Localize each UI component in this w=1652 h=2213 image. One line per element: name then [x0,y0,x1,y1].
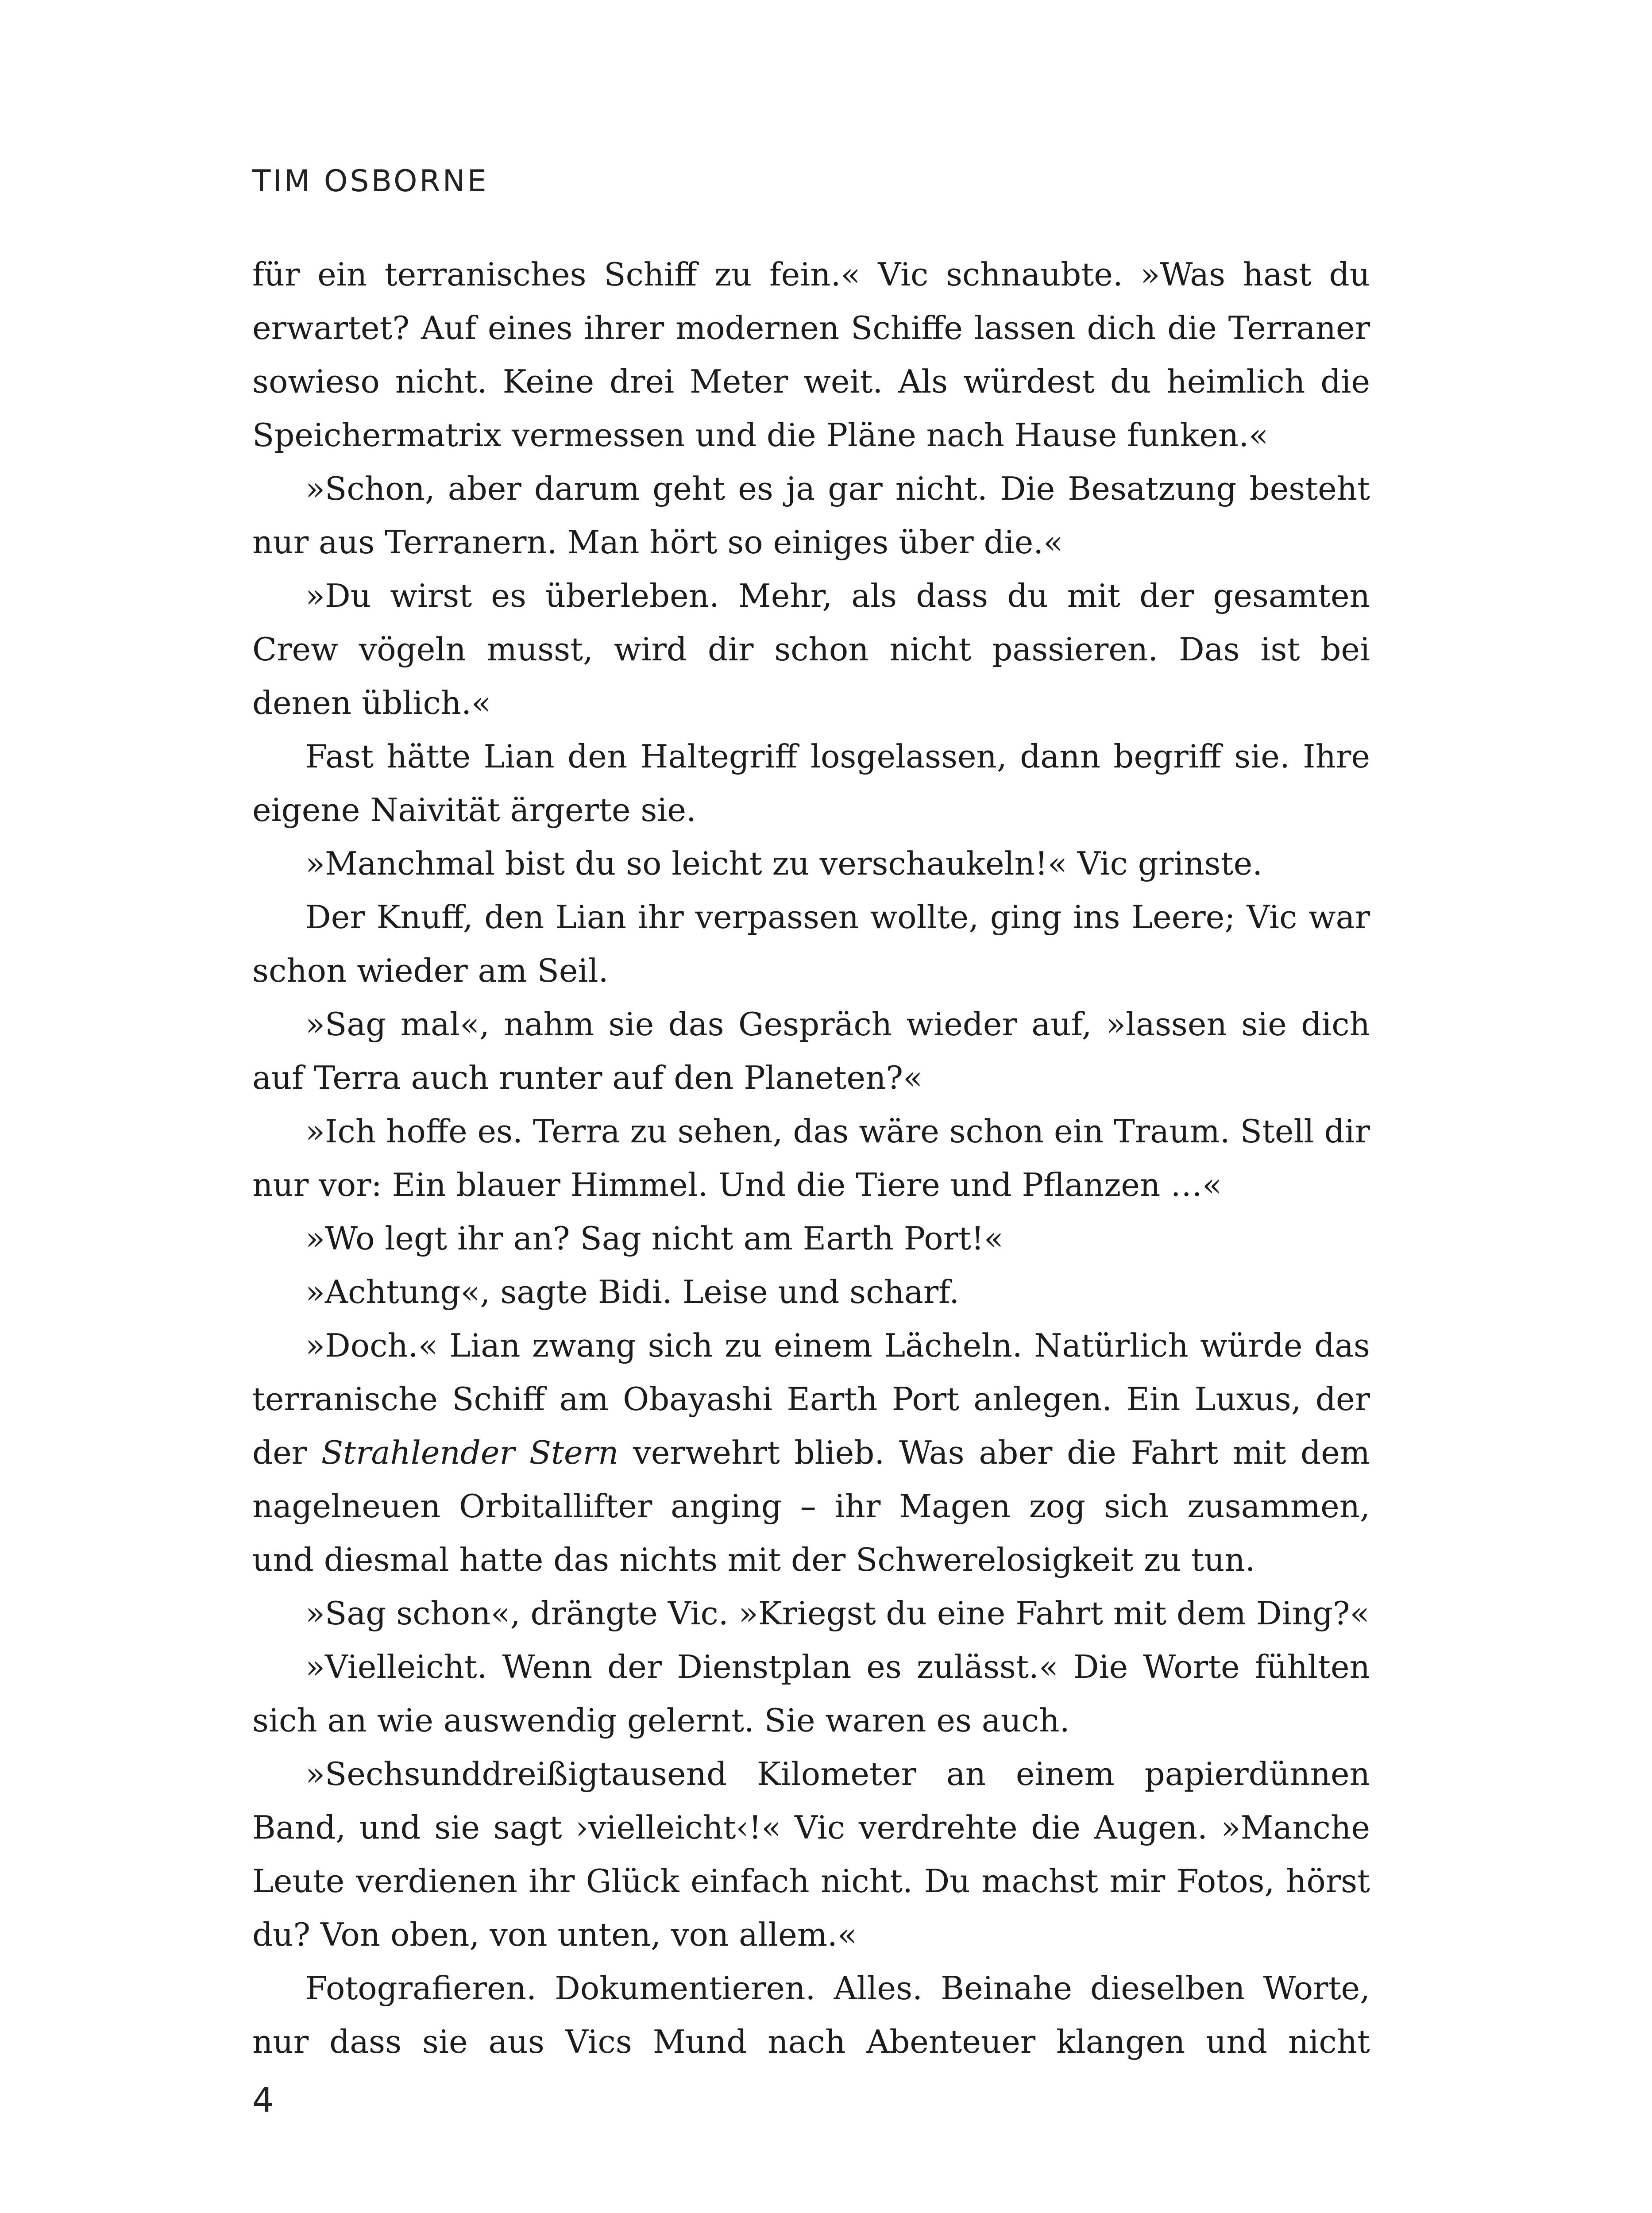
paragraph: Fast hätte Lian den Haltegriff losgelassen, dann begriff sie. Ihre eigene Naivität ärgerte sie. [252,738,1370,829]
page-number: 4 [252,2080,274,2120]
paragraph-text: »Doch.« Lian zwang sich zu einem Lächeln. Natürlich würde das terranische Schiff am Obayashi Earth Port anlegen. Ein Luxus, der der [252,1327,1370,1471]
paragraph-text: verwehrt blieb. Was aber die Fahrt mit dem nagelneuen Orbitallifter anging – ihr Magen zog sich zusammen, und diesmal hatte das nichts mit der Schwerelosigkeit zu tun. [252,1434,1370,1578]
paragraph: »Sechsunddreißigtausend Kilometer an einem papierdünnen Band, und sie sagt ›vielleicht‹!« Vic verdrehte die Augen. »Manche Leute verdienen ihr Glück einfach nicht. Du machst mir Fotos, hörst du? Von oben, von unten, von allem.« [252,1755,1370,1953]
paragraph: »Schon, aber darum geht es ja gar nicht. Die Besatzung besteht nur aus Terranern. Man hört so einiges über die.« [252,470,1370,561]
paragraph: Fotografieren. Dokumentieren. Alles. Beinahe dieselben Worte, nur dass sie aus Vics Mund nach Abenteuer klangen und nicht [252,1970,1370,2060]
paragraph: »Ich hoffe es. Terra zu sehen, das wäre schon ein Traum. Stell dir nur vor: Ein blauer Himmel. Und die Tiere und Pflanzen …« [252,1113,1370,1203]
body-text [252,248,1370,2069]
paragraph: »Sag mal«, nahm sie das Gespräch wieder auf, »lassen sie dich auf Terra auch runter auf den Planeten?« [252,1006,1370,1096]
paragraph: »Manchmal bist du so leicht zu verschaukeln!« Vic grinste. [305,845,1263,882]
paragraph: »Achtung«, sagte Bidi. Leise und scharf. [305,1273,960,1311]
paragraph: Der Knuff, den Lian ihr verpassen wollte, ging ins Leere; Vic war schon wieder am Seil. [252,898,1370,989]
paragraph: »Wo legt ihr an? Sag nicht am Earth Port!« [305,1220,1004,1257]
paragraph [252,1319,1370,1587]
running-head: TIM OSBORNE [252,164,489,199]
paragraph: für ein terranisches Schiff zu fein.« Vic schnaubte. »Was hast du erwartet? Auf eines ihrer modernen Schiffe lassen dich die Terraner sowieso nicht. Keine drei Meter weit. Als würdest du heimlich die Speichermatrix vermessen und die Pläne nach Hause funken.« [252,256,1370,454]
paragraph: »Sag schon«, drängte Vic. »Kriegst du eine Fahrt mit dem Ding?« [305,1595,1370,1632]
paragraph: »Du wirst es überleben. Mehr, als dass du mit der gesamten Crew vögeln musst, wird dir schon nicht passieren. Das ist bei denen üblich.« [252,577,1370,721]
paragraph: »Vielleicht. Wenn der Dienstplan es zulässt.« Die Worte fühlten sich an wie auswendig gelernt. Sie waren es auch. [252,1648,1370,1739]
ship-name: Strahlender Stern [321,1434,619,1471]
